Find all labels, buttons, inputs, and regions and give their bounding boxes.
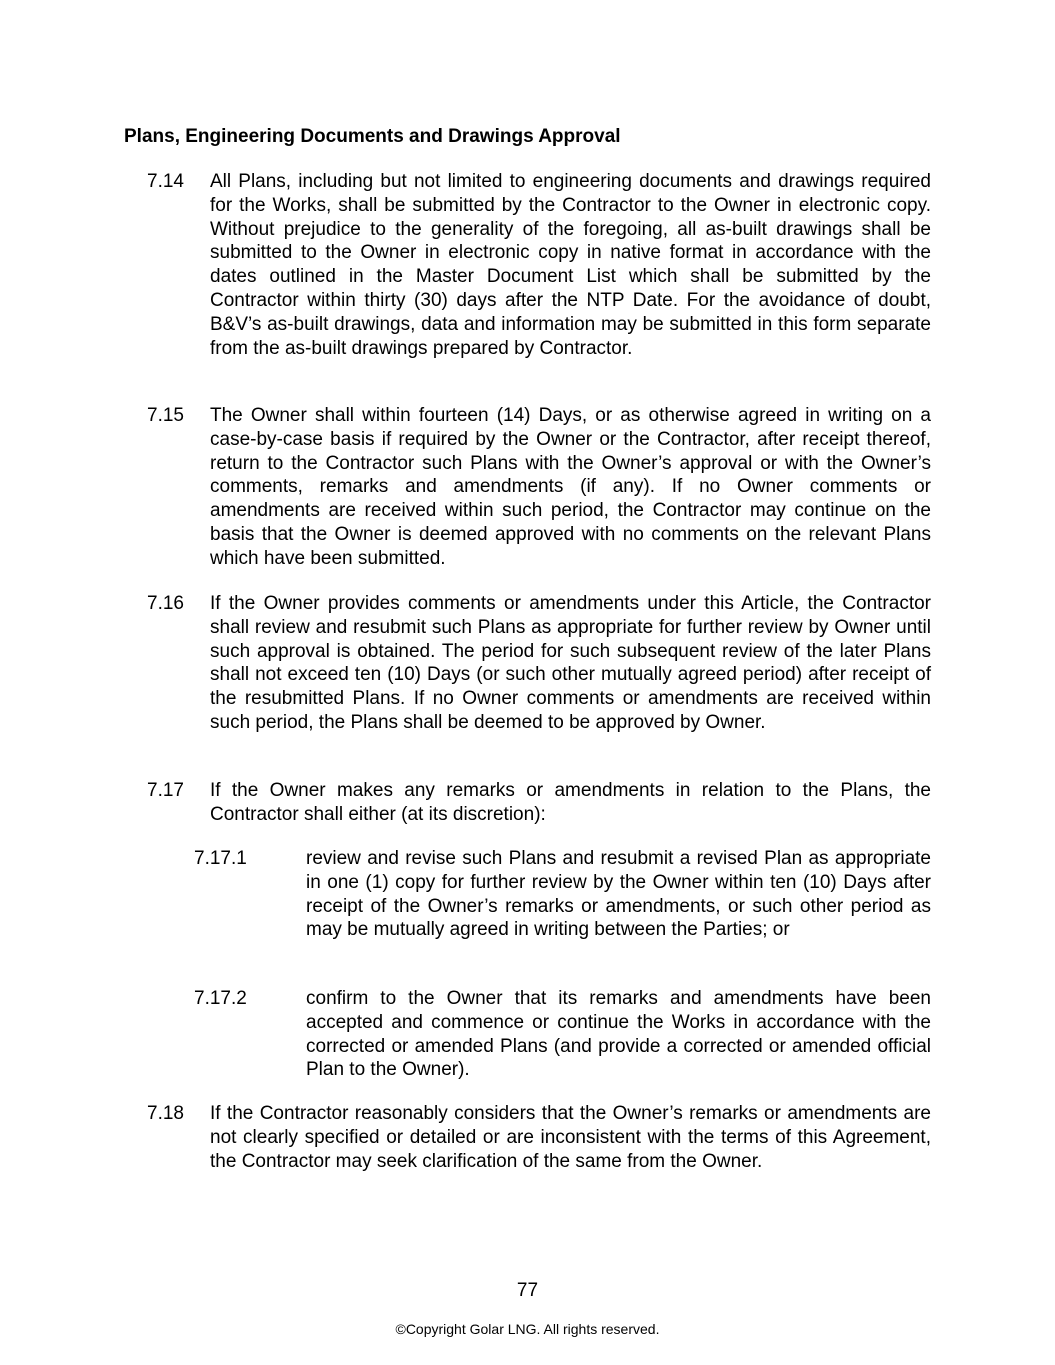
clause-number: 7.15 <box>147 405 184 426</box>
clause-text: If the Owner provides comments or amendments under this Article, the Contractor shall review and resubmit such Plans as appropriate for further review by Owner until such approval is obtained. The period for such subsequent review of the later Plans shall not exceed ten (10) Days (or such other mutually agreed period) after receipt of the resubmitted Plans. If no Owner comments or amendments are received within such period, the Plans shall be deemed to be approved by Owner. <box>210 593 931 733</box>
clause-7-17 <box>147 779 931 827</box>
clause-text: If the Contractor reasonably considers that the Owner’s remarks or amendments are not clearly specified or detailed or are inconsistent with the terms of this Agreement, the Contractor may seek clarification of the same from the Owner. <box>210 1103 931 1172</box>
clause-text: If the Owner makes any remarks or amendments in relation to the Plans, the Contractor shall either (at its discretion): <box>210 780 931 825</box>
clause-number: 7.16 <box>147 593 184 614</box>
clause-7-18 <box>147 1102 931 1173</box>
subclause-text: confirm to the Owner that its remarks and amendments have been accepted and commence or continue the Works in accordance with the corrected or amended Plans (and provide a corrected or amended official Plan to the Owner). <box>306 988 931 1081</box>
clause-7-15 <box>147 404 931 571</box>
copyright-notice: ©Copyright Golar LNG. All rights reserved. <box>395 1321 660 1337</box>
clause-7-14 <box>147 170 931 360</box>
section-heading: Plans, Engineering Documents and Drawings Approval <box>124 126 621 147</box>
clause-number: 7.17 <box>147 780 184 801</box>
clause-text: All Plans, including but not limited to engineering documents and drawings required for the Works, shall be submitted by the Contractor to the Owner in electronic copy. Without prejudice to the generality of the foregoing, all as-built drawings shall be submitted to the Owner in electronic copy in native format in accordance with the dates outlined in the Master Document List which shall be submitted by the Contractor within thirty (30) days after the NTP Date. For the avoidance of doubt, B&V’s as-built drawings, data and information may be submitted in this form separate from the as-built drawings prepared by Contractor. <box>210 171 931 359</box>
clause-text: The Owner shall within fourteen (14) Days, or as otherwise agreed in writing on a case-by-case basis if required by the Owner or the Contractor, after receipt thereof, return to the Contractor such Plans with the Owner’s approval or with the Owner’s comments, remarks and amendments (if any). If no Owner comments or amendments are received within such period, the Contractor may continue on the basis that the Owner is deemed approved with no comments on the relevant Plans which have been submitted. <box>210 405 931 569</box>
clause-number: 7.18 <box>147 1103 184 1124</box>
subclause-text: review and revise such Plans and resubmit a revised Plan as appropriate in one (1) copy for further review by the Owner within ten (10) Days after receipt of the Owner’s remarks or amendments, or such other period as may be mutually agreed in writing between the Parties; or <box>306 848 931 941</box>
clause-7-16 <box>147 592 931 735</box>
clause-7-17-2 <box>194 987 931 1082</box>
subclause-number: 7.17.1 <box>194 848 247 869</box>
subclause-number: 7.17.2 <box>194 988 247 1009</box>
page-number: 77 <box>516 1280 539 1301</box>
clause-7-17-1 <box>194 847 931 942</box>
clause-number: 7.14 <box>147 171 184 192</box>
